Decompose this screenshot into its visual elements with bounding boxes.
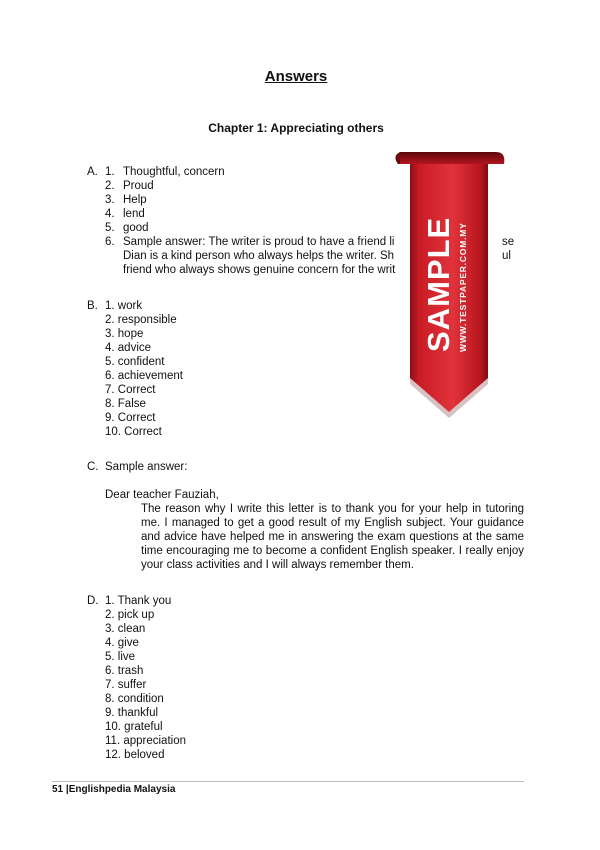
answer-item: Help bbox=[123, 194, 147, 206]
answer-item: 4. advice bbox=[105, 342, 152, 354]
answer-item: lend bbox=[123, 208, 145, 220]
answer-item: 6. achievement bbox=[105, 370, 183, 382]
section-letter: A. bbox=[87, 166, 98, 178]
section-c bbox=[87, 460, 219, 502]
answer-item: Sample answer: The writer is proud to have a friend li bbox=[123, 236, 395, 248]
watermark-sample-text: SAMPLE bbox=[421, 216, 456, 352]
page-footer: 51 |Englishpedia Malaysia bbox=[52, 784, 176, 795]
answer-item: 12. beloved bbox=[105, 749, 165, 761]
answer-item: 5. live bbox=[105, 651, 136, 663]
footer-divider bbox=[52, 781, 524, 782]
answer-item: good bbox=[123, 222, 149, 234]
answer-item: 10. grateful bbox=[105, 721, 163, 733]
answer-item: Thoughtful, concern bbox=[123, 166, 225, 178]
answer-item: 3. hope bbox=[105, 328, 144, 340]
answer-item: 7. Correct bbox=[105, 384, 156, 396]
sample-watermark-ribbon bbox=[378, 150, 508, 425]
answer-item: Proud bbox=[123, 180, 154, 192]
obscured-text-tail: se ul bbox=[502, 236, 515, 262]
answer-item: 9. thankful bbox=[105, 707, 159, 719]
answer-item: 1. work bbox=[105, 300, 143, 312]
answer-item: 6. trash bbox=[105, 665, 144, 677]
answer-item: 5. confident bbox=[105, 356, 165, 368]
letter-salutation: Dear teacher Fauziah, bbox=[105, 489, 219, 501]
section-letter: D. bbox=[87, 595, 99, 607]
answer-item: 9. Correct bbox=[105, 412, 156, 424]
watermark-url-text: WWW.TESTPAPER.COM.MY bbox=[458, 222, 468, 352]
answer-item: 3. clean bbox=[105, 623, 146, 635]
section-b bbox=[87, 299, 183, 439]
answer-item: 7. suffer bbox=[105, 679, 147, 691]
answer-item: 11. appreciation bbox=[105, 735, 186, 747]
answer-item: 2. pick up bbox=[105, 609, 155, 621]
page-title: Answers bbox=[264, 68, 328, 85]
answer-continuation: friend who always shows genuine concern for the writ bbox=[123, 264, 396, 276]
section-letter: C. bbox=[87, 461, 99, 473]
answer-item: 1. Thank you bbox=[105, 595, 172, 607]
answer-item: 10. Correct bbox=[105, 426, 162, 438]
section-intro: Sample answer: bbox=[105, 461, 188, 473]
letter-body: The reason why I write this letter is to thank you for your help in tutoring me. I managed to get a good result of my English subject. Your guidance and advice have helped me in answering the exam questions at the same time encouraging me to become a confident English speaker. I really enjoy your class activities and I will always remember them. bbox=[141, 503, 524, 571]
section-d bbox=[87, 594, 186, 762]
answer-item: 8. condition bbox=[105, 693, 164, 705]
section-a: A. 1. Thoughtful, concern 2. Proud 3. Help 4. lend 5. good 6. Sample answer: The writer is proud to have a friend li Dian is a kind person who always helps the writer. Sh friend who always shows genuine concern for the writ bbox=[87, 166, 396, 276]
answer-item: 8. False bbox=[105, 398, 146, 410]
answer-item: 2. responsible bbox=[105, 314, 177, 326]
answer-item: 4. give bbox=[105, 637, 139, 649]
chapter-title: Chapter 1: Appreciating others bbox=[208, 121, 384, 135]
answer-continuation: Dian is a kind person who always helps the writer. Sh bbox=[123, 250, 395, 262]
section-letter: B. bbox=[87, 300, 98, 312]
